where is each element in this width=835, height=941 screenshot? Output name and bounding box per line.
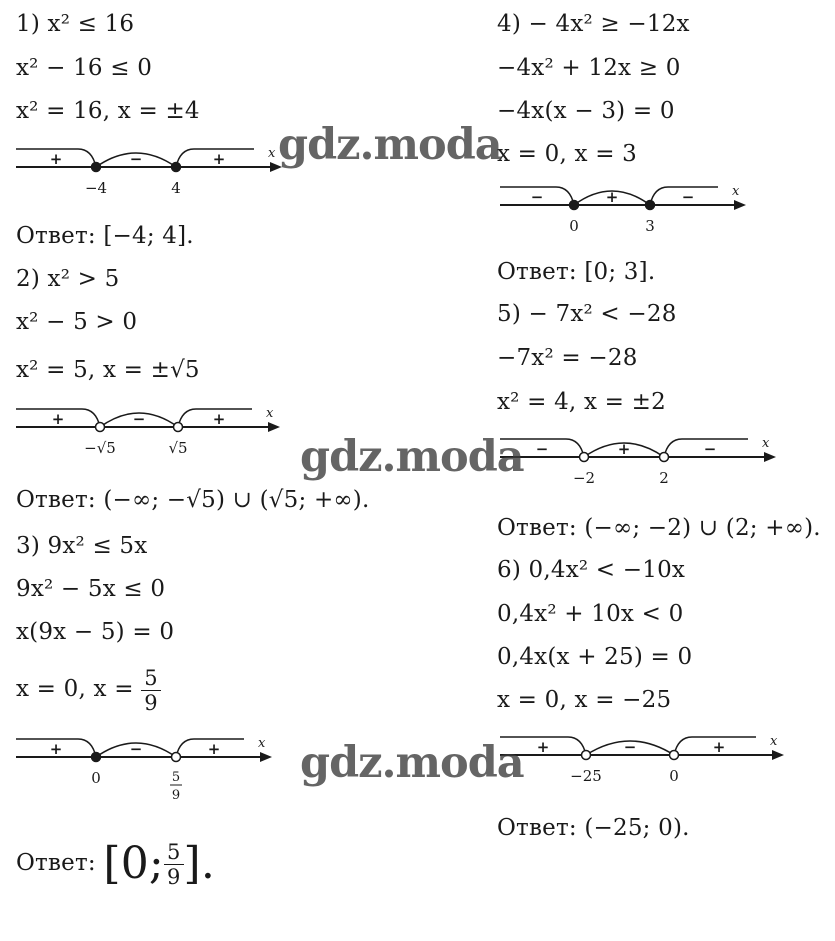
sign-label: − (129, 740, 143, 758)
sign-label: − (703, 440, 717, 458)
sign-label: − (530, 188, 544, 206)
p5-answer-value: (−∞; −2) ∪ (2; +∞). (584, 515, 821, 541)
p2-line-1: 2) x² > 5 (16, 266, 120, 292)
axis-variable-label: x (762, 436, 770, 451)
point-label: 0 (669, 767, 679, 785)
p4-answer-value: [0; 3]. (584, 259, 656, 285)
point-label: √5 (168, 439, 188, 457)
sign-label: − (129, 150, 143, 168)
p2-line-3: x² = 5, x = ±√5 (16, 357, 200, 383)
p1-line-1: 1) x² ≤ 16 (16, 11, 135, 37)
point-label: −25 (570, 767, 602, 785)
point-fraction-numerator: 5 (171, 770, 181, 785)
point-label: −√5 (84, 439, 116, 457)
fraction-denominator: 9 (166, 864, 181, 889)
p3-line-2: 9x² − 5x ≤ 0 (16, 576, 166, 602)
point-label: 2 (659, 469, 669, 487)
point-label: −2 (572, 469, 596, 487)
point-label: 3 (645, 217, 655, 235)
watermark: gdz.moda (278, 120, 502, 170)
open-point (582, 751, 591, 760)
answer-label: Ответ: (497, 259, 577, 285)
p2-answer-value: (−∞; −√5) ∪ (√5; +∞). (103, 487, 370, 513)
p5-line-3: x² = 4, x = ±2 (497, 389, 666, 415)
point-label: 0 (569, 217, 579, 235)
answer-label: Ответ: (497, 815, 577, 841)
point-fraction-denominator: 9 (171, 788, 181, 803)
answer-label: Ответ: (16, 850, 96, 876)
watermark: gdz.moda (300, 432, 524, 482)
sign-label: − (623, 738, 637, 756)
answer-label: Ответ: (16, 223, 96, 249)
sign-label: + (536, 738, 550, 756)
p5-line-1: 5) − 7x² < −28 (497, 301, 677, 327)
p1-answer-value: [−4; 4]. (103, 223, 194, 249)
axis-arrow-icon (734, 200, 746, 210)
open-point (670, 751, 679, 760)
sign-label: + (49, 740, 63, 758)
axis-variable-label: x (732, 184, 740, 199)
answer-label: Ответ: (16, 487, 96, 513)
sign-label: − (132, 410, 146, 428)
fraction-denominator: 9 (144, 690, 158, 715)
sign-label: + (51, 410, 65, 428)
p1-line-3: x² = 16, x = ±4 (16, 98, 200, 124)
sign-label: − (535, 440, 549, 458)
p5-answer (497, 514, 821, 542)
p4-line-2: −4x² + 12x ≥ 0 (497, 55, 681, 81)
p6-line-2: 0,4x² + 10x < 0 (497, 601, 684, 627)
watermark: gdz.moda (300, 738, 524, 788)
p4-line-4: x = 0, x = 3 (497, 141, 638, 167)
sign-label: + (207, 740, 221, 758)
sign-label: + (617, 440, 631, 458)
sign-label: + (605, 188, 619, 206)
p6-line-1: 6) 0,4x² < −10x (497, 557, 686, 583)
p3-answer-open: [0; (103, 838, 164, 889)
filled-point (92, 163, 101, 172)
sign-label: − (681, 188, 695, 206)
p4-line-3: −4x(x − 3) = 0 (497, 98, 675, 124)
p6-answer (497, 814, 690, 842)
p3-root-fraction (141, 666, 161, 715)
sign-label: + (212, 410, 226, 428)
p1-line-2: x² − 16 ≤ 0 (16, 55, 153, 81)
p4-line-1: 4) − 4x² ≥ −12x (497, 11, 690, 37)
p3-line-4 (16, 664, 161, 715)
axis-variable-label: x (770, 734, 778, 749)
p6-line-4: x = 0, x = −25 (497, 687, 672, 713)
axis-variable-label: x (266, 406, 274, 421)
axis-arrow-icon (772, 750, 784, 760)
fraction-numerator: 5 (164, 840, 184, 865)
point-label: 4 (171, 179, 181, 197)
p6-line-3: 0,4x(x + 25) = 0 (497, 644, 693, 670)
sign-label: + (712, 738, 726, 756)
p3-line-3: x(9x − 5) = 0 (16, 619, 175, 645)
axis-variable-label: x (258, 736, 266, 751)
p6-answer-value: (−25; 0). (584, 815, 690, 841)
p3-answer (16, 836, 215, 891)
p3-answer-close: ]. (183, 838, 216, 889)
p3-roots-text: x = 0, x = (16, 676, 134, 702)
filled-point (570, 201, 579, 210)
filled-point (172, 163, 181, 172)
answer-label: Ответ: (497, 515, 577, 541)
number-line-p4 (0, 178, 800, 238)
p2-answer (16, 486, 369, 514)
sign-label: + (212, 150, 226, 168)
p2-line-2: x² − 5 > 0 (16, 309, 138, 335)
point-label: −4 (84, 179, 108, 197)
open-point (660, 453, 669, 462)
p5-line-2: −7x² = −28 (497, 345, 638, 371)
p3-line-1: 3) 9x² ≤ 5x (16, 533, 148, 559)
p3-answer-fraction (164, 840, 184, 889)
axis-variable-label: x (268, 146, 276, 161)
sign-label: + (49, 150, 63, 168)
fraction-numerator: 5 (141, 666, 161, 691)
point-label: 0 (91, 769, 101, 787)
p4-answer (497, 258, 655, 286)
axis-arrow-icon (764, 452, 776, 462)
open-point (580, 453, 589, 462)
filled-point (646, 201, 655, 210)
